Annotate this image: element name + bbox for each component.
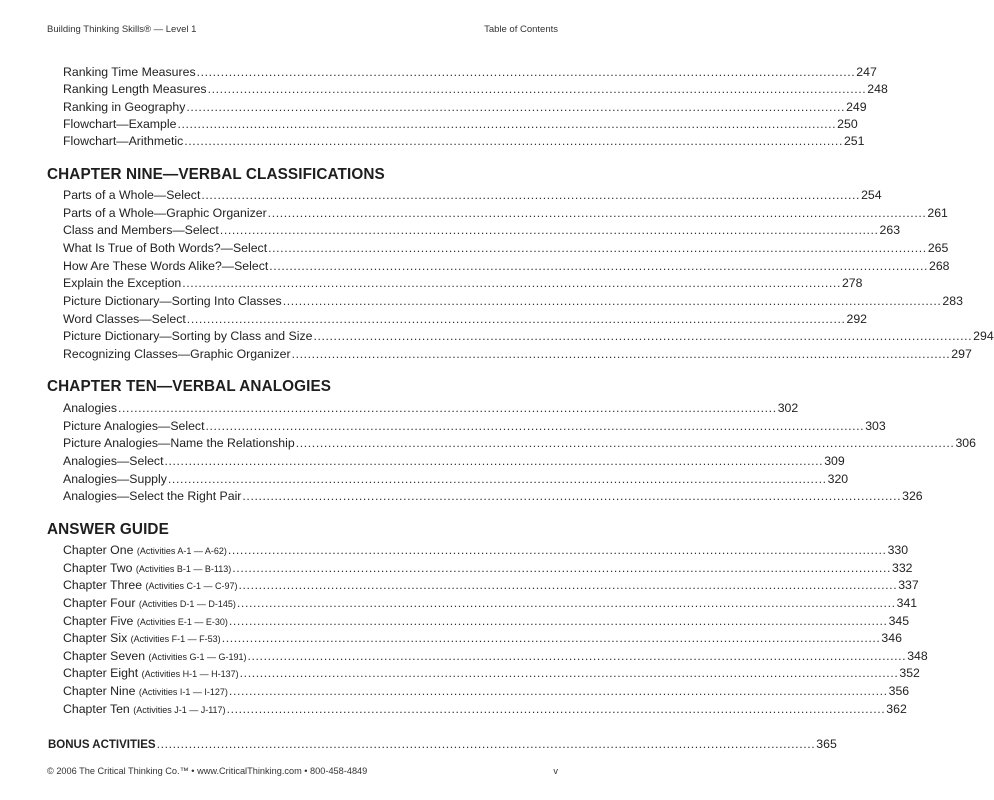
entry-title: Ranking Length Measures [63, 82, 207, 96]
toc-entry [63, 240, 949, 256]
entry-title: Chapter Two [63, 561, 133, 575]
dot-leader: .................................................................................................................................................................... [227, 543, 887, 557]
entry-page: 303 [865, 419, 886, 433]
toc-entry [63, 400, 799, 416]
toc-entry [63, 488, 923, 504]
entry-title: Chapter Six [63, 631, 128, 645]
entry-page: 306 [955, 436, 976, 450]
entry-title: Parts of a Whole—Select [63, 188, 201, 202]
entry-title: Ranking Time Measures [63, 65, 196, 79]
dot-leader: .................................................................................................................................................................... [205, 419, 865, 433]
entry-page: 265 [927, 241, 949, 255]
entry-page: 326 [902, 489, 923, 503]
dot-leader: .................................................................................................................................................................... [282, 294, 942, 308]
activity-range: (Activities C-1 — C-97) [145, 581, 238, 591]
running-header [47, 24, 558, 35]
chapter-heading: ANSWER GUIDE [47, 521, 169, 538]
toc-entry [63, 471, 849, 487]
toc-entry [63, 99, 867, 115]
entry-title: Chapter Nine [63, 684, 136, 698]
entry-page: 249 [846, 99, 867, 114]
entry-page: 337 [898, 578, 919, 592]
dot-leader: .................................................................................................................................................................... [242, 489, 902, 503]
toc-entry [63, 701, 907, 718]
entry-page: 283 [942, 294, 963, 308]
dot-leader: .................................................................................................................................................................... [182, 276, 841, 290]
book-title: Building Thinking Skills® — Level 1 [47, 24, 197, 35]
activity-range: (Activities F-1 — F-53) [130, 634, 221, 644]
toc-entry [63, 453, 845, 469]
entry-title: Flowchart—Arithmetic [63, 134, 184, 148]
dot-leader: .................................................................................................................................................................... [226, 702, 886, 716]
entry-title: Picture Dictionary—Sorting by Class and Size [63, 329, 313, 343]
entry-title: Analogies—Supply [63, 472, 167, 486]
entry-page: 365 [816, 737, 837, 751]
toc-entry [63, 435, 976, 451]
entry-page: 362 [886, 702, 907, 716]
toc-entry [63, 205, 948, 221]
dot-leader: .................................................................................................................................................................... [201, 188, 861, 202]
activity-range: (Activities D-1 — D-145) [138, 599, 236, 609]
entry-page: 261 [927, 206, 948, 220]
toc-entry [63, 560, 913, 577]
entry-page: 348 [907, 649, 928, 663]
copyright-line: © 2006 The Critical Thinking Co.™ • www.CriticalThinking.com • 800-458-4849 [47, 766, 368, 776]
entry-page: 332 [891, 561, 913, 575]
dot-leader: .................................................................................................................................................................... [196, 65, 856, 79]
entry-page: 346 [881, 631, 902, 645]
toc-entry [63, 648, 928, 665]
dot-leader: .................................................................................................................................................................... [228, 684, 888, 698]
toc-entry-bonus [48, 736, 837, 753]
dot-leader: .................................................................................................................................................................... [156, 737, 816, 751]
toc-entry [63, 577, 919, 594]
section-title: Table of Contents [484, 24, 558, 35]
dot-leader: .................................................................................................................................................................... [267, 206, 927, 220]
toc-entry [63, 275, 863, 291]
entry-page: 330 [887, 543, 909, 557]
toc-entry [63, 328, 994, 344]
toc-entry [63, 116, 858, 132]
entry-title: Chapter One [63, 543, 134, 557]
activity-range: (Activities B-1 — B-113) [135, 564, 232, 574]
toc-entry [63, 311, 868, 327]
entry-title: Analogies [63, 401, 118, 415]
dot-leader: .................................................................................................................................................................... [238, 578, 898, 592]
entry-title: Parts of a Whole—Graphic Organizer [63, 206, 267, 220]
dot-leader: .................................................................................................................................................................... [232, 561, 891, 575]
entry-page: 356 [888, 684, 910, 698]
chapter-heading: CHAPTER NINE—VERBAL CLASSIFICATIONS [47, 166, 385, 183]
activity-range: (Activities A-1 — A-62) [136, 546, 227, 556]
toc-entry [63, 133, 865, 149]
dot-leader: .................................................................................................................................................................... [236, 596, 896, 610]
entry-page: 292 [846, 312, 868, 326]
toc-entry [63, 293, 963, 309]
entry-title: Chapter Eight [63, 666, 139, 680]
entry-page: 268 [928, 259, 950, 273]
toc-entry [63, 346, 972, 362]
entry-title: Chapter Five [63, 614, 134, 628]
entry-title: Flowchart—Example [63, 117, 177, 131]
entry-page: 352 [899, 666, 920, 680]
toc-entry [63, 630, 902, 647]
entry-title: Recognizing Classes—Graphic Organizer [63, 347, 291, 361]
entry-page: 254 [861, 188, 882, 202]
dot-leader: .................................................................................................................................................................... [291, 347, 951, 361]
entry-page: 251 [843, 134, 865, 148]
entry-page: 278 [841, 276, 863, 290]
page-footer [47, 766, 558, 776]
entry-title: Analogies—Select [63, 454, 164, 468]
dot-leader: .................................................................................................................................................................... [186, 99, 846, 114]
entry-title: Word Classes—Select [63, 312, 186, 326]
toc-entry [63, 222, 901, 238]
entry-title: What Is True of Both Words?—Select [63, 241, 268, 255]
dot-leader: .................................................................................................................................................................... [295, 436, 955, 450]
dot-leader: .................................................................................................................................................................... [186, 312, 846, 326]
page-number: v [553, 766, 558, 776]
dot-leader: .................................................................................................................................................................... [268, 241, 927, 255]
entry-title: Chapter Three [63, 578, 143, 592]
toc-entry [63, 64, 877, 80]
toc-entry [63, 258, 950, 274]
chapter-heading: CHAPTER TEN—VERBAL ANALOGIES [47, 378, 332, 395]
entry-page: 320 [827, 472, 849, 486]
toc-entry [63, 542, 909, 559]
entry-title: Ranking in Geography [63, 99, 186, 114]
entry-title: Picture Dictionary—Sorting Into Classes [63, 294, 282, 308]
entry-title: Chapter Seven [63, 649, 146, 663]
entry-title: BONUS ACTIVITIES [48, 739, 156, 751]
toc-entry [63, 613, 910, 630]
entry-title: Chapter Four [63, 596, 136, 610]
dot-leader: .................................................................................................................................................................... [247, 649, 907, 663]
dot-leader: .................................................................................................................................................................... [313, 329, 973, 343]
entry-title: Explain the Exception [63, 276, 182, 290]
dot-leader: .................................................................................................................................................................... [239, 666, 899, 680]
activity-range: (Activities G-1 — G-191) [148, 652, 247, 662]
entry-title: Picture Analogies—Select [63, 419, 205, 433]
dot-leader: .................................................................................................................................................................... [221, 631, 881, 645]
entry-page: 341 [896, 596, 918, 610]
entry-page: 263 [879, 223, 901, 237]
activity-range: (Activities E-1 — E-30) [136, 617, 228, 627]
dot-leader: .................................................................................................................................................................... [228, 614, 888, 628]
entry-page: 294 [973, 329, 994, 343]
dot-leader: .................................................................................................................................................................... [177, 117, 837, 131]
activity-range: (Activities I-1 — I-127) [138, 687, 228, 697]
dot-leader: .................................................................................................................................................................... [219, 223, 879, 237]
entry-title: Picture Analogies—Name the Relationship [63, 436, 295, 450]
entry-page: 309 [824, 454, 845, 468]
entry-title: How Are These Words Alike?—Select [63, 259, 269, 273]
entry-page: 250 [837, 117, 858, 131]
toc-entry [63, 665, 920, 682]
entry-page: 248 [867, 82, 888, 96]
toc-entry [63, 595, 918, 612]
toc-entry [63, 683, 910, 700]
entry-page: 345 [888, 614, 910, 628]
entry-title: Chapter Ten [63, 702, 130, 716]
dot-leader: .................................................................................................................................................................... [118, 401, 777, 415]
entry-title: Class and Members—Select [63, 223, 219, 237]
entry-page: 247 [856, 65, 877, 79]
dot-leader: .................................................................................................................................................................... [207, 82, 867, 96]
dot-leader: .................................................................................................................................................................... [184, 134, 843, 148]
toc-entry [63, 187, 882, 203]
toc-entry [63, 81, 888, 97]
entry-page: 297 [951, 347, 972, 361]
dot-leader: .................................................................................................................................................................... [269, 259, 928, 273]
entry-page: 302 [777, 401, 799, 415]
activity-range: (Activities J-1 — J-117) [133, 705, 226, 715]
dot-leader: .................................................................................................................................................................... [164, 454, 824, 468]
dot-leader: .................................................................................................................................................................... [167, 472, 827, 486]
activity-range: (Activities H-1 — H-137) [141, 669, 239, 679]
entry-title: Analogies—Select the Right Pair [63, 489, 242, 503]
toc-entry [63, 418, 886, 434]
